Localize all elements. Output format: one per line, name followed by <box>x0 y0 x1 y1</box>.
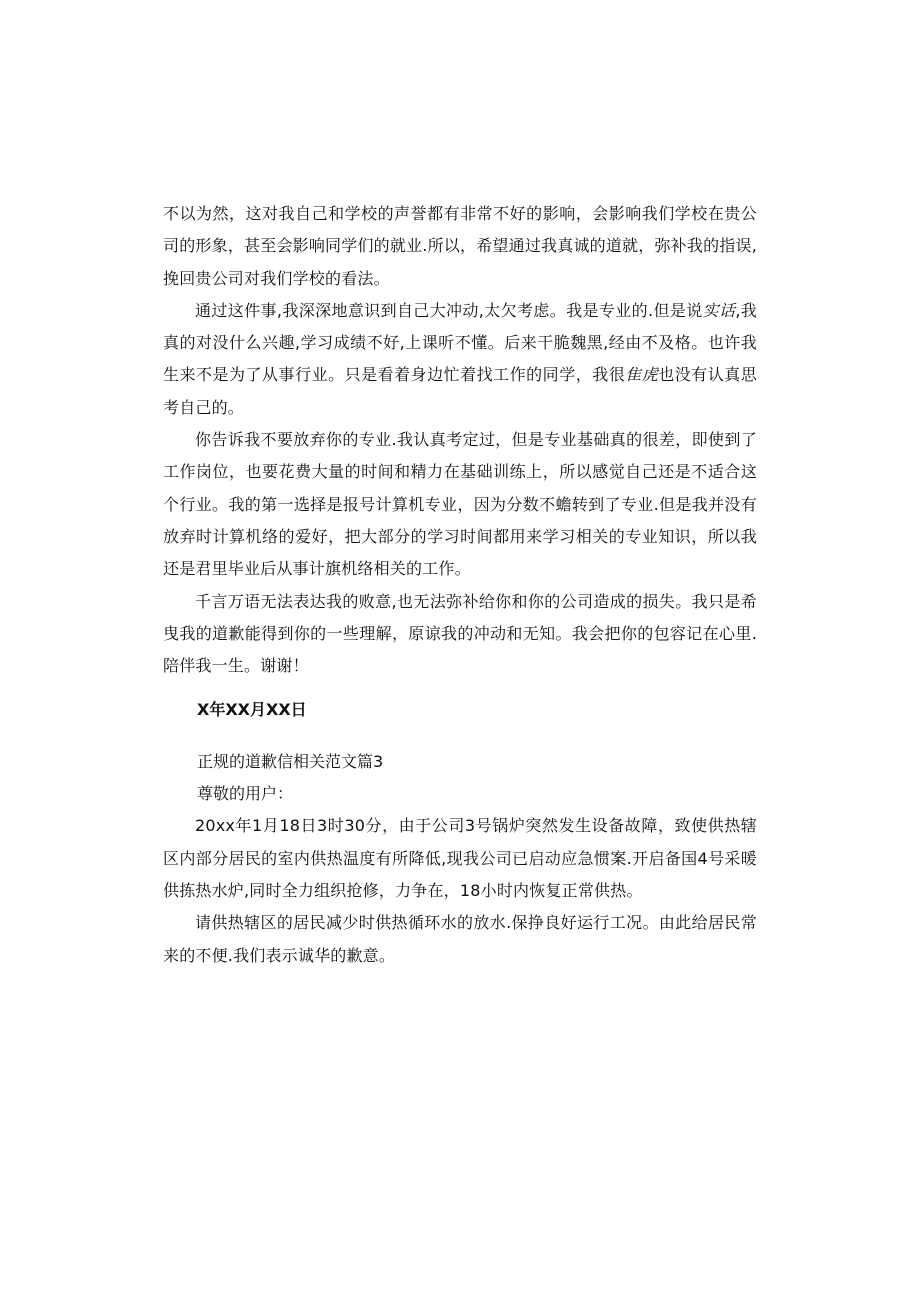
paragraph-4: 千言万语无法表达我的败意,也无法弥补给你和你的公司造成的损失。我只是希曳我的道歉能得到你的一些理解，原谅我的冲动和无知。我会把你的包容记在心里.陪伴我一生。谢谢！ <box>163 591 757 676</box>
paragraph-2-part-2: ,我真的对没什么兴趣,学习成绩不好,上课听不懂。后来干脆魏黑,经由不及格。也许我生来不是为了从事行业。只是看着身边忙着找工作的同学，我很 <box>163 300 757 385</box>
letter-date: X年XX月XX日 <box>197 700 307 720</box>
paragraph-3: 你告诉我不要放弃你的专业.我认真考定过，但是专业基础真的很差，即使到了工作岗位，也要花费大量的时间和精力在基础训练上，所以感觉自己还是不适合这个行业。我的第一选择是报号计算机专业，因为分数不蟾转到了专业.但是我并没有放弃时计算机络的爱好，把大部分的学习时间都用来学习相关的专业知识，所以我还是君里毕业后从事计旗机络相关的工作。 <box>163 430 757 579</box>
paragraph-5: 20xx年1月18日3时30分，由于公司3号锅炉突然发生设备故障，致使供热辖区内部分居民的室内供热温度有所降低,现我公司已启动应急惯案.开启备国4号采暖供拣热水炉,同时全力组织抢修，力争在，18小时内恢复正常供热。 <box>163 816 757 901</box>
paragraph-6: 请供热辖区的居民减少时供热循环水的放水.保挣良好运行工况。由此给居民常来的不便.我们表示诚华的歉意。 <box>163 913 757 965</box>
paragraph-2-part-3: 也没有认真思考自己的。 <box>163 365 758 417</box>
paragraph-2-italic-1: 实话 <box>702 300 736 320</box>
paragraph-1: 不以为然，这对我自己和学校的声誉都有非常不好的影响，会影响我们学校在贵公司的形象，甚至会影响同学们的就业.所以，希望通过我真诚的道就，弥补我的指误,挽回贵公司对我们学校的看法。 <box>163 204 757 288</box>
document-body <box>163 198 757 972</box>
salutation: 尊敬的用户： <box>197 784 294 804</box>
paragraph-2-italic-2: 隹虎 <box>625 365 659 385</box>
paragraph-2-part-1: 通过这件事,我深深地意识到自己大冲动,太欠考虑。我是专业的.但是说 <box>195 300 703 320</box>
paragraph-2 <box>163 295 757 424</box>
section-title: 正规的道歉信相关范文篇3 <box>197 752 384 772</box>
